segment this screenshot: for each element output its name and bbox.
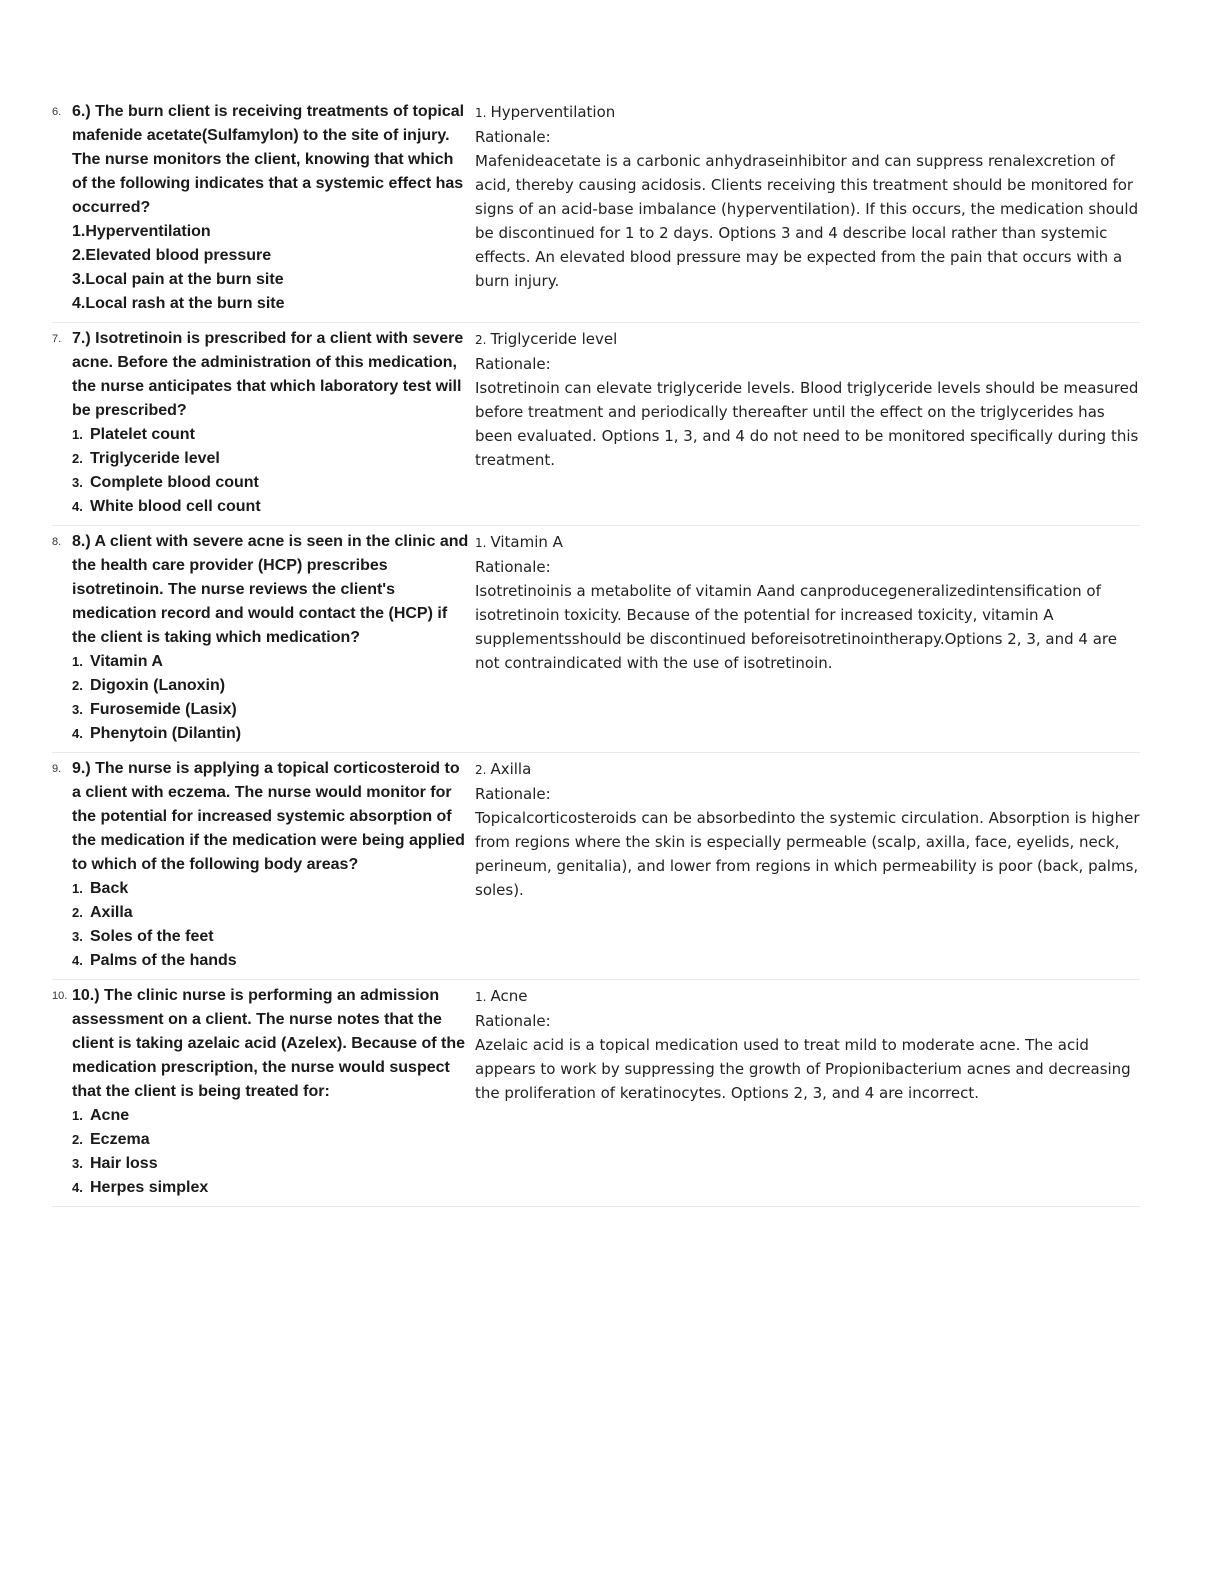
option: 3.Local pain at the burn site xyxy=(72,271,284,288)
qa-row xyxy=(52,96,1140,323)
question-cell xyxy=(52,100,472,316)
option-number: 3. xyxy=(72,929,83,944)
option-text: Herpes simplex xyxy=(90,1179,209,1196)
option-number: 3. xyxy=(72,702,83,717)
question-body xyxy=(72,100,472,316)
rationale-label: Rationale: xyxy=(475,785,551,803)
rationale-text: Azelaic acid is a topical medication used to treat mild to moderate acne. The acid appears to work by suppressing the growth of Propionibacterium acnes and decreasing the proliferation of keratinocytes. Options 2, 3, and 4 are incorrect. xyxy=(475,1036,1131,1102)
answer-number: 2. xyxy=(475,333,487,347)
option: 2.Elevated blood pressure xyxy=(72,247,272,264)
option xyxy=(72,901,472,925)
option xyxy=(72,471,472,495)
option-number: 1. xyxy=(72,427,83,442)
answer-cell xyxy=(475,984,1140,1200)
option-text: Phenytoin (Dilantin) xyxy=(90,725,242,742)
answer-text: Acne xyxy=(490,987,528,1005)
option-text: Back xyxy=(90,880,129,897)
option-number: 1. xyxy=(72,881,83,896)
question-text: 7.) Isotretinoin is prescribed for a client with severe acne. Before the administration of this medication, the nurse anticipates that which laboratory test will be prescribed? xyxy=(72,330,464,419)
rationale-text: Mafenideacetate is a carbonic anhydraseinhibitor and can suppress renalexcretion of acid, thereby causing acidosis. Clients receiving this treatment should be monitored for signs of an acid-base imbalance (hyperventilation). If this occurs, the medication should be discontinued for 1 to 2 days. Options 3 and 4 describe local rather than systemic effects. An elevated blood pressure may be expected from the pain that occurs with a burn injury. xyxy=(475,152,1139,290)
rationale-label: Rationale: xyxy=(475,128,551,146)
option xyxy=(72,495,472,519)
question-body xyxy=(72,757,472,973)
answer-text: Triglyceride level xyxy=(490,330,618,348)
answer-cell xyxy=(475,530,1140,746)
answer xyxy=(475,984,1140,1009)
qa-row xyxy=(52,526,1140,753)
answer-cell xyxy=(475,100,1140,316)
option-number: 2. xyxy=(72,905,83,920)
option-text: Axilla xyxy=(90,904,133,921)
question-cell xyxy=(52,327,472,519)
option-text: Furosemide (Lasix) xyxy=(90,701,237,718)
option-number: 3. xyxy=(72,475,83,490)
rationale-label: Rationale: xyxy=(475,355,551,373)
rationale-label: Rationale: xyxy=(475,1012,551,1030)
option xyxy=(72,1128,472,1152)
question-cell xyxy=(52,530,472,746)
option-text: Soles of the feet xyxy=(90,928,214,945)
answer-number: 1. xyxy=(475,536,487,550)
option xyxy=(72,1176,472,1200)
answer-number: 1. xyxy=(475,990,487,1004)
option-number: 4. xyxy=(72,726,83,741)
rationale-text: Isotretinoinis a metabolite of vitamin Aand canproducegeneralizedintensification of isotretinoin toxicity. Because of the potential for increased toxicity, vitamin A supplementsshould be discontinued beforeisotretinointherapy.Options 2, 3, and 4 are not contraindicated with the use of isotretinoin. xyxy=(475,582,1117,672)
question-text: 6.) The burn client is receiving treatments of topical mafenide acetate(Sulfamylon) to the site of injury. The nurse monitors the client, knowing that which of the following indicates that a systemic effect has occurred? xyxy=(72,103,465,216)
answer-text: Axilla xyxy=(490,760,532,778)
qa-row xyxy=(52,753,1140,980)
option xyxy=(72,650,472,674)
option-text: Acne xyxy=(90,1107,130,1124)
option xyxy=(72,447,472,471)
question-text: 8.) A client with severe acne is seen in the clinic and the health care provider (HCP) prescribes isotretinoin. The nurse reviews the client's medication record and would contact the (HCP) if the client is taking which medication? xyxy=(72,533,469,646)
item-number: 7. xyxy=(52,333,62,345)
question-body xyxy=(72,327,472,519)
answer xyxy=(475,757,1140,782)
option-text: Vitamin A xyxy=(90,653,163,670)
item-number: 8. xyxy=(52,536,62,548)
question-body xyxy=(72,984,472,1200)
option-number: 2. xyxy=(72,1132,83,1147)
option xyxy=(72,877,472,901)
option-number: 4. xyxy=(72,499,83,514)
option-text: Triglyceride level xyxy=(90,450,220,467)
answer-number: 2. xyxy=(475,763,487,777)
item-number: 10. xyxy=(52,990,68,1002)
option-text: Palms of the hands xyxy=(90,952,237,969)
answer-text: Vitamin A xyxy=(490,533,563,551)
option xyxy=(72,423,472,447)
option-text: Digoxin (Lanoxin) xyxy=(90,677,226,694)
option xyxy=(72,1152,472,1176)
rationale-text: Topicalcorticosteroids can be absorbedinto the systemic circulation. Absorption is higher from regions where the skin is especially permeable (scalp, axilla, face, eyelids, neck, perineum, genitalia), and lower from regions in which permeability is poor (back, palms, soles). xyxy=(475,809,1140,899)
answer xyxy=(475,327,1140,352)
question-cell xyxy=(52,757,472,973)
option xyxy=(72,698,472,722)
option xyxy=(72,949,472,973)
qa-table xyxy=(52,96,1140,1207)
answer xyxy=(475,530,1140,555)
question-text: 9.) The nurse is applying a topical corticosteroid to a client with eczema. The nurse would monitor for the potential for increased systemic absorption of the medication if the medication were being applied to which of the following body areas? xyxy=(72,760,465,873)
qa-row xyxy=(52,323,1140,526)
option-number: 1. xyxy=(72,654,83,669)
option xyxy=(72,1104,472,1128)
rationale-text: Isotretinoin can elevate triglyceride levels. Blood triglyceride levels should be measured before treatment and periodically thereafter until the effect on the triglycerides has been evaluated. Options 1, 3, and 4 do not need to be monitored specifically during this treatment. xyxy=(475,379,1139,469)
option-number: 1. xyxy=(72,1108,83,1123)
option-text: White blood cell count xyxy=(90,498,261,515)
option xyxy=(72,722,472,746)
option xyxy=(72,925,472,949)
option-number: 2. xyxy=(72,678,83,693)
answer-cell xyxy=(475,757,1140,973)
option-number: 2. xyxy=(72,451,83,466)
answer-number: 1. xyxy=(475,106,487,120)
item-number: 9. xyxy=(52,763,62,775)
item-number: 6. xyxy=(52,106,62,118)
question-text: 10.) The clinic nurse is performing an admission assessment on a client. The nurse notes that the client is taking azelaic acid (Azelex). Because of the medication prescription, the nurse would suspect that the client is being treated for: xyxy=(72,987,466,1100)
option-number: 4. xyxy=(72,953,83,968)
option-number: 3. xyxy=(72,1156,83,1171)
answer-text: Hyperventilation xyxy=(490,103,616,121)
option: 4.Local rash at the burn site xyxy=(72,295,285,312)
option-text: Hair loss xyxy=(90,1155,158,1172)
qa-row xyxy=(52,980,1140,1207)
option-text: Platelet count xyxy=(90,426,195,443)
rationale-label: Rationale: xyxy=(475,558,551,576)
question-body xyxy=(72,530,472,746)
option-text: Complete blood count xyxy=(90,474,259,491)
answer-cell xyxy=(475,327,1140,519)
option xyxy=(72,674,472,698)
answer xyxy=(475,100,1140,125)
question-cell xyxy=(52,984,472,1200)
option: 1.Hyperventilation xyxy=(72,223,211,240)
option-text: Eczema xyxy=(90,1131,150,1148)
option-number: 4. xyxy=(72,1180,83,1195)
